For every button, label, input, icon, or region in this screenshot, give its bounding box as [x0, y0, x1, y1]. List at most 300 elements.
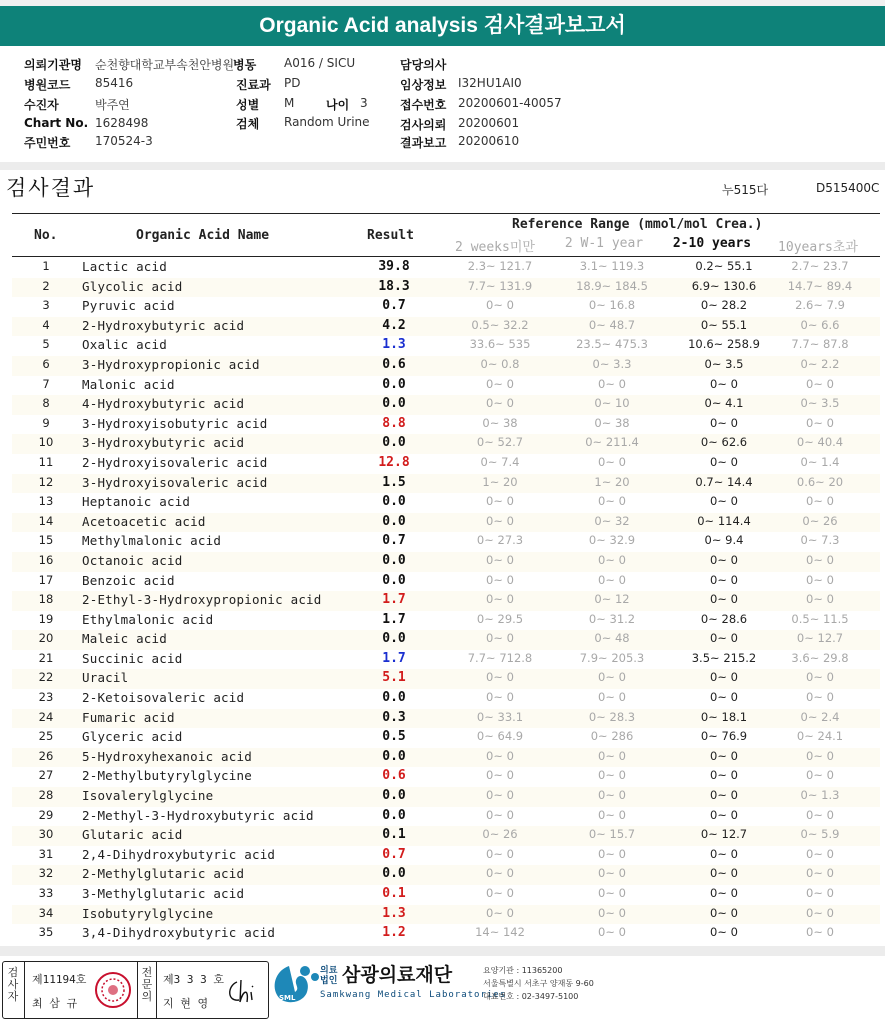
range-2w-1y: 0~ 0 [598, 748, 626, 763]
range-10y: 0~ 0 [806, 846, 834, 861]
acid-name: Glycolic acid [82, 278, 183, 294]
table-row [12, 905, 880, 925]
result-value: 0.5 [382, 729, 406, 745]
sml-logo-text: SML [279, 994, 296, 1002]
range-2-10y: 0~ 0 [710, 866, 738, 881]
acid-name: Fumaric acid [82, 709, 175, 725]
result-value: 1.3 [382, 905, 406, 921]
acid-name: 2-Hydroxybutyric acid [82, 317, 245, 333]
range-2-10y: 0~ 0 [710, 631, 738, 646]
row-number: 3 [42, 298, 50, 313]
range-10y: 0~ 0 [806, 670, 834, 685]
dept-label: 진료과 [236, 78, 271, 92]
row-number: 34 [38, 905, 54, 920]
range-2w-1y: 18.9~ 184.5 [576, 278, 648, 293]
range-2w-1y: 0~ 0 [598, 454, 626, 469]
result-value: 12.8 [378, 454, 410, 470]
chart-label: Chart No. [24, 116, 89, 130]
acid-name: 3-Hydroxyisovaleric acid [82, 474, 268, 490]
range-2-10y: 0~ 0 [710, 552, 738, 567]
request-value: 20200601 [458, 116, 520, 130]
seal-icon [93, 970, 133, 1010]
divider [156, 962, 157, 1018]
inspector-label: 검사자 [7, 966, 19, 1003]
range-10y: 0~ 0 [806, 552, 834, 567]
specimen-value: Random Urine [284, 115, 370, 129]
row-number: 10 [38, 435, 54, 450]
range-2weeks: 0~ 0 [486, 905, 514, 920]
hospital-code-label: 병원코드 [24, 78, 71, 92]
header-result: Result [367, 228, 414, 243]
result-value: 0.7 [382, 298, 406, 314]
table-row [12, 767, 880, 787]
range-2-10y: 0~ 18.1 [700, 709, 748, 724]
result-value: 1.5 [382, 474, 406, 490]
result-value: 0.1 [382, 886, 406, 901]
range-10y: 0~ 7.3 [800, 533, 840, 548]
report-value: 20200610 [458, 134, 520, 148]
acid-name: Oxalic acid [82, 337, 167, 353]
acid-name: 2-Methylglutaric acid [82, 866, 245, 882]
range-10y: 0~ 0 [806, 592, 834, 607]
range-2w-1y: 0~ 0 [598, 886, 626, 900]
range-10y: 0~ 5.9 [800, 827, 840, 842]
range-2w-1y: 0~ 0 [598, 552, 626, 567]
result-value: 0.1 [382, 827, 406, 843]
row-number: 8 [42, 396, 50, 411]
subheader-2-10y: 2-10 years [672, 236, 752, 251]
range-2-10y: 0~ 0 [710, 807, 738, 822]
row-number: 23 [38, 690, 54, 705]
table-row [12, 258, 880, 278]
range-10y: 0~ 3.5 [800, 396, 840, 411]
result-value: 0.0 [382, 788, 406, 804]
org-english: Samkwang Medical Laboratories [320, 990, 507, 1000]
range-2-10y: 0~ 0 [710, 572, 738, 587]
range-10y: 0~ 0 [806, 886, 834, 900]
range-2weeks: 0~ 0 [486, 631, 514, 646]
table-row [12, 454, 880, 474]
range-2w-1y: 23.5~ 475.3 [576, 337, 648, 352]
table-row [12, 493, 880, 513]
row-number: 6 [42, 356, 50, 371]
row-number: 17 [38, 572, 54, 587]
table-row [12, 297, 880, 317]
results-table [12, 258, 880, 944]
range-2w-1y: 0~ 0 [598, 788, 626, 803]
acid-name: Isobutyrylglycine [82, 905, 214, 921]
dept-value: PD [284, 76, 301, 90]
subheader-10y: 10years초과 [778, 240, 858, 255]
range-2weeks: 0~ 38 [482, 415, 518, 430]
range-2w-1y: 0~ 0 [598, 846, 626, 861]
range-10y: 7.7~ 87.8 [791, 337, 849, 352]
range-2weeks: 0~ 26 [482, 827, 518, 842]
range-2-10y: 0~ 0 [710, 925, 738, 940]
range-2-10y: 0~ 76.9 [700, 729, 748, 744]
range-2weeks: 0~ 33.1 [476, 709, 524, 724]
chart-value: 1628498 [95, 116, 149, 130]
range-2weeks: 0~ 0 [486, 376, 514, 391]
ward-label: 병동 [233, 58, 257, 72]
sex-value: M [284, 96, 295, 110]
row-number: 11 [38, 454, 54, 469]
table-row [12, 807, 880, 827]
table-row [12, 689, 880, 709]
result-value: 0.0 [382, 513, 406, 529]
row-number: 18 [38, 592, 54, 607]
range-2-10y: 0~ 0 [710, 454, 738, 469]
range-10y: 0~ 0 [806, 572, 834, 587]
range-2weeks: 0~ 0 [486, 690, 514, 705]
range-2w-1y: 0~ 32 [594, 513, 630, 528]
table-row [12, 317, 880, 337]
table-row [12, 709, 880, 729]
table-row [12, 532, 880, 552]
age-value: 3 [360, 96, 368, 110]
range-2-10y: 0~ 0 [710, 415, 738, 430]
range-2weeks: 1~ 20 [482, 474, 518, 489]
acid-name: Succinic acid [82, 650, 183, 666]
range-2weeks: 0~ 0 [486, 886, 514, 900]
range-10y: 0~ 6.6 [800, 317, 840, 332]
row-number: 24 [38, 709, 54, 724]
range-10y: 2.6~ 7.9 [795, 298, 845, 313]
table-row [12, 846, 880, 866]
result-value: 0.3 [382, 709, 406, 725]
range-10y: 0~ 0 [806, 866, 834, 881]
header-reference: Reference Range (mmol/mol Crea.) [512, 217, 763, 232]
range-2-10y: 0~ 0 [710, 905, 738, 920]
row-number: 26 [38, 748, 54, 763]
table-row [12, 513, 880, 533]
request-label: 검사의뢰 [400, 118, 447, 132]
acid-name: Uracil [82, 670, 129, 686]
row-number: 9 [42, 415, 50, 430]
row-number: 27 [38, 768, 54, 783]
acid-name: Methylmalonic acid [82, 533, 222, 549]
result-value: 0.0 [382, 631, 406, 647]
institution-code: 요양기관 : 11365200 [483, 966, 563, 975]
specialist-label: 전문의 [141, 966, 153, 1003]
row-number: 15 [38, 533, 54, 548]
sml-logo-icon [271, 962, 321, 1006]
range-2weeks: 0~ 0 [486, 807, 514, 822]
range-2weeks: 0~ 0.8 [480, 356, 520, 371]
table-row [12, 630, 880, 650]
acid-name: Acetoacetic acid [82, 513, 206, 529]
header-top-rule [12, 213, 880, 214]
range-10y: 0~ 0 [806, 415, 834, 430]
result-value: 0.0 [382, 748, 406, 764]
acid-name: 3-Hydroxybutyric acid [82, 435, 245, 451]
acid-name: Heptanoic acid [82, 494, 191, 510]
section-code-1: 누515다 [722, 183, 769, 197]
row-number: 2 [42, 278, 50, 293]
range-2-10y: 0~ 12.7 [700, 827, 748, 842]
range-2weeks: 0~ 0 [486, 513, 514, 528]
result-value: 5.1 [382, 670, 406, 686]
range-10y: 0~ 2.4 [800, 709, 840, 724]
acid-name: Benzoic acid [82, 572, 175, 588]
acid-name: Isovalerylglycine [82, 788, 214, 804]
range-2w-1y: 0~ 0 [598, 866, 626, 881]
table-row [12, 748, 880, 768]
acid-name: 2-Ketoisovaleric acid [82, 690, 245, 706]
range-2weeks: 0~ 0 [486, 748, 514, 763]
range-2w-1y: 0~ 0 [598, 572, 626, 587]
result-value: 0.0 [382, 572, 406, 588]
table-row [12, 865, 880, 885]
range-10y: 0.6~ 20 [796, 474, 844, 489]
range-2weeks: 0~ 0 [486, 788, 514, 803]
range-2-10y: 0~ 0 [710, 788, 738, 803]
range-2weeks: 7.7~ 131.9 [467, 278, 533, 293]
range-10y: 0~ 0 [806, 807, 834, 822]
range-2-10y: 0~ 28.6 [700, 611, 748, 626]
table-row [12, 356, 880, 376]
specimen-label: 검체 [236, 117, 260, 131]
range-2-10y: 0~ 0 [710, 748, 738, 763]
resident-label: 주민번호 [24, 136, 71, 150]
table-row [12, 376, 880, 396]
footer [0, 958, 885, 1026]
range-10y: 0~ 40.4 [796, 435, 844, 450]
range-2w-1y: 0~ 31.2 [588, 611, 636, 626]
acid-name: 3-Hydroxypropionic acid [82, 356, 260, 372]
patient-info [0, 54, 885, 160]
table-row [12, 669, 880, 689]
range-2w-1y: 0~ 0 [598, 690, 626, 705]
range-10y: 0~ 12.7 [796, 631, 844, 646]
range-10y: 0~ 0 [806, 905, 834, 920]
range-2w-1y: 0~ 0 [598, 376, 626, 391]
table-row [12, 434, 880, 454]
result-value: 1.7 [382, 650, 406, 666]
range-2-10y: 3.5~ 215.2 [691, 650, 757, 665]
range-2weeks: 14~ 142 [475, 925, 525, 940]
range-2w-1y: 0~ 48.7 [588, 317, 636, 332]
receipt-value: 20200601-40057 [458, 96, 562, 110]
range-2-10y: 10.6~ 258.9 [688, 337, 760, 352]
range-2weeks: 0~ 29.5 [476, 611, 524, 626]
range-2-10y: 0~ 3.5 [704, 356, 744, 371]
address: 서울특별시 서초구 양재동 9-60 [483, 979, 594, 988]
result-value: 1.7 [382, 592, 406, 608]
subheader-2weeks: 2 weeks미만 [455, 240, 535, 255]
signature-icon [225, 976, 263, 1006]
row-number: 33 [38, 886, 54, 900]
result-value: 0.6 [382, 356, 406, 372]
row-number: 20 [38, 631, 54, 646]
table-row [12, 474, 880, 494]
range-10y: 0~ 0 [806, 748, 834, 763]
table-row [12, 415, 880, 435]
range-2w-1y: 0~ 32.9 [588, 533, 636, 548]
result-value: 1.3 [382, 337, 406, 353]
range-2weeks: 0~ 7.4 [480, 454, 520, 469]
age-label: 나이 [326, 98, 350, 112]
range-2w-1y: 0~ 0 [598, 494, 626, 509]
row-number: 7 [42, 376, 50, 391]
header-bottom-rule [12, 256, 880, 257]
range-2weeks: 0~ 27.3 [476, 533, 524, 548]
range-2w-1y: 3.1~ 119.3 [579, 259, 645, 273]
range-2-10y: 0~ 28.2 [700, 298, 748, 313]
row-number: 30 [38, 827, 54, 842]
result-value: 18.3 [378, 278, 410, 294]
acid-name: 4-Hydroxybutyric acid [82, 396, 245, 412]
header-name: Organic Acid Name [136, 228, 270, 243]
row-number: 29 [38, 807, 54, 822]
signature-box [2, 961, 269, 1019]
acid-name: 3-Hydroxyisobutyric acid [82, 415, 268, 431]
range-2w-1y: 0~ 0 [598, 670, 626, 685]
range-2weeks: 0~ 0 [486, 768, 514, 783]
table-row [12, 611, 880, 631]
clinical-value: I32HU1AI0 [458, 76, 522, 90]
result-value: 0.0 [382, 435, 406, 451]
row-number: 31 [38, 846, 54, 861]
range-2weeks: 0~ 0 [486, 396, 514, 411]
result-value: 0.0 [382, 376, 406, 392]
resident-value: 170524-3 [95, 134, 153, 148]
table-row [12, 826, 880, 846]
range-10y: 0~ 1.3 [800, 788, 840, 803]
row-number: 12 [38, 474, 54, 489]
org-name: 삼광의료재단 [342, 964, 453, 986]
range-10y: 0~ 26 [802, 513, 838, 528]
range-2weeks: 0~ 0 [486, 298, 514, 313]
row-number: 21 [38, 650, 54, 665]
divider [24, 962, 25, 1018]
separator [0, 162, 885, 170]
row-number: 13 [38, 494, 54, 509]
acid-name: Maleic acid [82, 631, 167, 647]
range-10y: 0~ 2.2 [800, 356, 840, 371]
range-2weeks: 0~ 0 [486, 592, 514, 607]
result-value: 1.2 [382, 925, 406, 941]
acid-name: Glutaric acid [82, 827, 183, 843]
range-2weeks: 0~ 0 [486, 670, 514, 685]
specialist-no: 제3 3 3 호 [163, 973, 224, 986]
range-2w-1y: 7.9~ 205.3 [579, 650, 645, 665]
range-2w-1y: 0~ 10 [594, 396, 630, 411]
acid-name: Malonic acid [82, 376, 175, 392]
range-2weeks: 0~ 64.9 [476, 729, 524, 744]
hospital-code-value: 85416 [95, 76, 134, 90]
institution-value: 순천향대학교부속천안병원 [95, 58, 235, 72]
range-2weeks: 0~ 0 [486, 866, 514, 881]
table-row [12, 728, 880, 748]
sex-label: 성별 [236, 98, 260, 112]
table-row [12, 552, 880, 572]
table-row [12, 278, 880, 298]
range-2weeks: 0~ 0 [486, 494, 514, 509]
result-value: 39.8 [378, 259, 410, 274]
range-2-10y: 0~ 114.4 [697, 513, 751, 528]
specialist-name: 지 현 영 [163, 997, 209, 1010]
range-10y: 0~ 0 [806, 690, 834, 705]
doctor-label: 담당의사 [400, 58, 447, 72]
patient-value: 박주연 [95, 98, 130, 112]
receipt-label: 접수번호 [400, 98, 447, 112]
range-2w-1y: 0~ 16.8 [588, 298, 636, 313]
section-title: 검사결과 [6, 176, 96, 200]
range-2-10y: 0.2~ 55.1 [695, 259, 753, 273]
range-2-10y: 0~ 9.4 [704, 533, 744, 548]
range-2weeks: 33.6~ 535 [469, 337, 531, 352]
range-2w-1y: 0~ 38 [594, 415, 630, 430]
bottom-separator [0, 946, 885, 956]
result-value: 0.0 [382, 807, 406, 823]
range-2w-1y: 0~ 48 [594, 631, 630, 646]
range-10y: 14.7~ 89.4 [787, 278, 853, 293]
result-value: 0.7 [382, 846, 406, 862]
range-2-10y: 0~ 62.6 [700, 435, 748, 450]
acid-name: 3-Methylglutaric acid [82, 886, 245, 901]
range-2-10y: 6.9~ 130.6 [691, 278, 757, 293]
range-2-10y: 0~ 0 [710, 690, 738, 705]
range-2w-1y: 0~ 0 [598, 807, 626, 822]
acid-name: Lactic acid [82, 259, 167, 274]
range-10y: 0~ 1.4 [800, 454, 840, 469]
acid-name: 2-Hydroxyisovaleric acid [82, 454, 268, 470]
range-2w-1y: 0~ 0 [598, 905, 626, 920]
org-prefix-2: 법인 [320, 976, 338, 986]
range-2weeks: 0.5~ 32.2 [471, 317, 529, 332]
range-2w-1y: 0~ 15.7 [588, 827, 636, 842]
table-row [12, 924, 880, 944]
range-10y: 2.7~ 23.7 [791, 259, 849, 273]
org-prefix-1: 의료 [320, 966, 338, 976]
row-number: 5 [42, 337, 50, 352]
table-row [12, 885, 880, 905]
result-value: 1.7 [382, 611, 406, 627]
org-contact [483, 964, 594, 1003]
acid-name: 2,4-Dihydroxybutyric acid [82, 846, 276, 862]
table-row [12, 572, 880, 592]
range-2w-1y: 0~ 28.3 [588, 709, 636, 724]
table-row [12, 336, 880, 356]
row-number: 14 [38, 513, 54, 528]
result-value: 0.7 [382, 533, 406, 549]
range-10y: 0~ 0 [806, 768, 834, 783]
range-2w-1y: 0~ 3.3 [592, 356, 632, 371]
result-value: 8.8 [382, 415, 406, 431]
range-2w-1y: 1~ 20 [594, 474, 630, 489]
range-2weeks: 0~ 0 [486, 846, 514, 861]
institution-label: 의뢰기관명 [24, 58, 82, 72]
range-10y: 0~ 0 [806, 494, 834, 509]
acid-name: Pyruvic acid [82, 298, 175, 314]
acid-name: 5-Hydroxyhexanoic acid [82, 748, 252, 764]
range-2w-1y: 0~ 12 [594, 592, 630, 607]
row-number: 35 [38, 925, 54, 940]
range-10y: 0~ 24.1 [796, 729, 844, 744]
ward-value: A016 / SICU [284, 56, 356, 70]
range-2w-1y: 0~ 0 [598, 768, 626, 783]
result-value: 4.2 [382, 317, 406, 333]
acid-name: 2-Methyl-3-Hydroxybutyric acid [82, 807, 314, 823]
range-2weeks: 0~ 0 [486, 572, 514, 587]
range-2weeks: 0~ 52.7 [476, 435, 524, 450]
range-2weeks: 7.7~ 712.8 [467, 650, 533, 665]
range-2-10y: 0~ 0 [710, 592, 738, 607]
range-2-10y: 0~ 4.1 [704, 396, 744, 411]
range-10y: 0~ 0 [806, 925, 834, 940]
inspector-name: 최 삼 규 [32, 997, 78, 1010]
